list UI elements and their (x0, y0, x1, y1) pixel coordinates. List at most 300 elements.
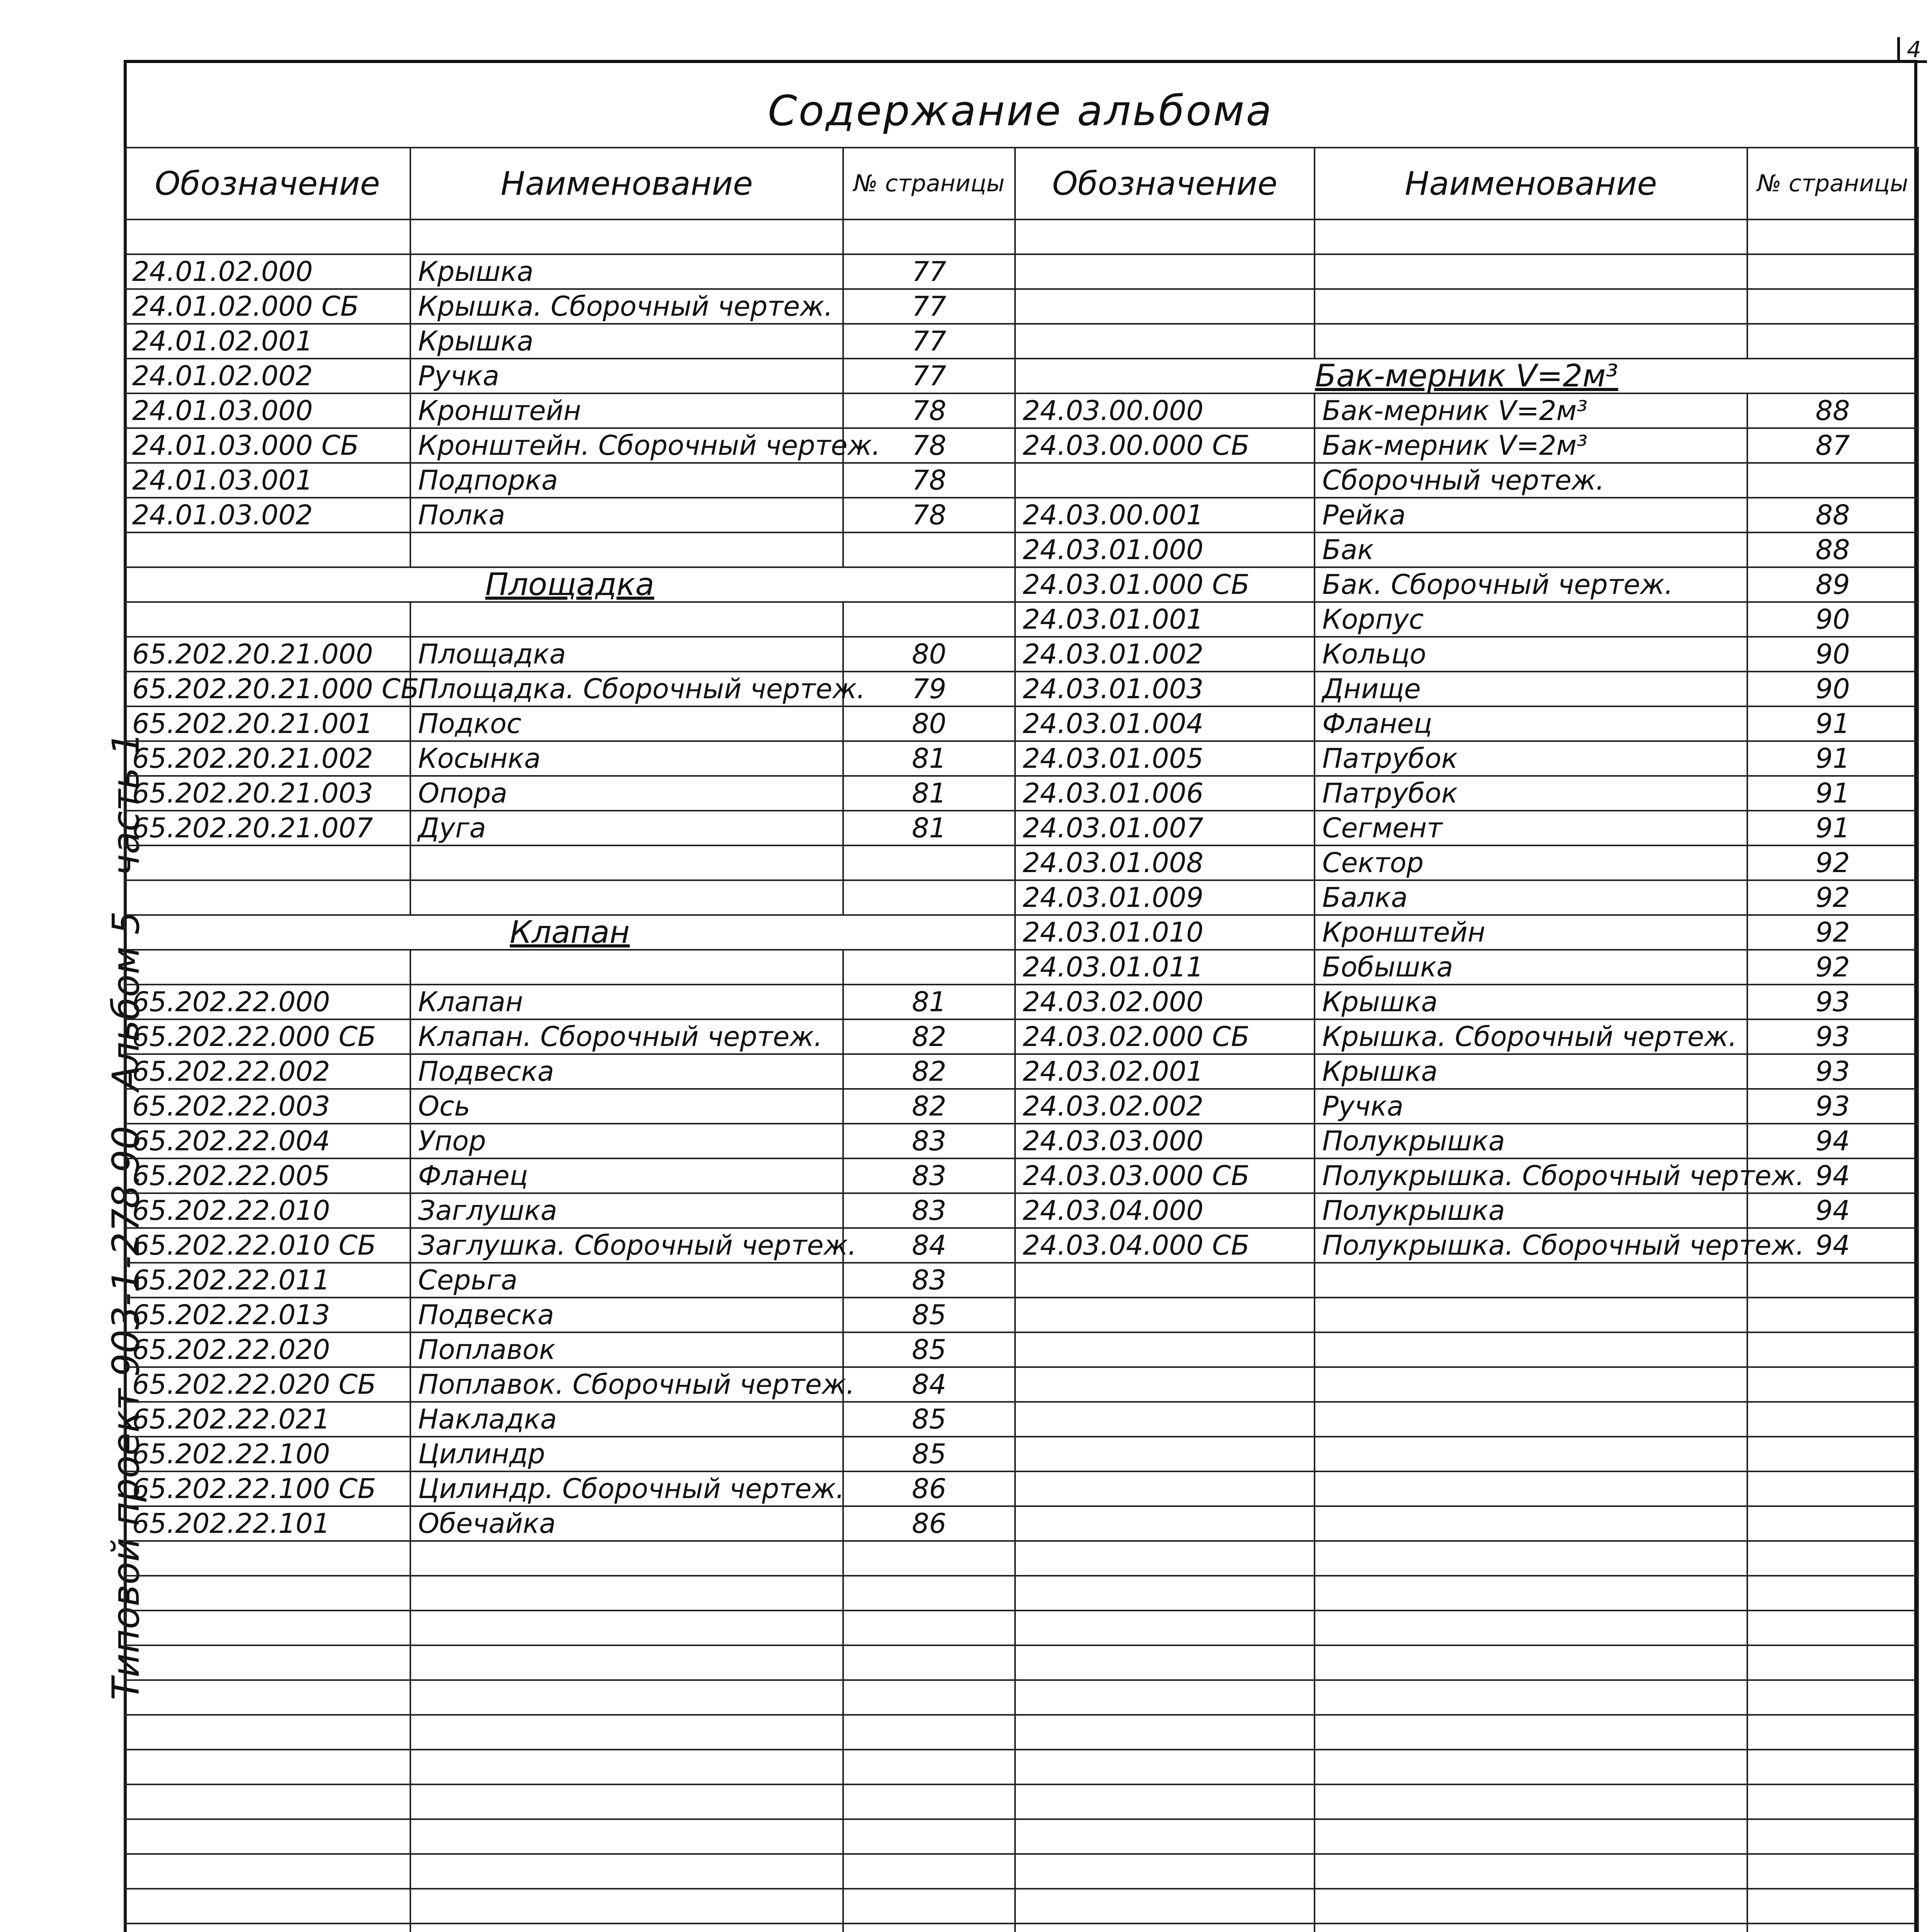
page-cell (843, 1715, 1015, 1750)
name-cell: Рейка (1315, 498, 1747, 532)
header-designation-right: Обозначение (1015, 148, 1315, 219)
table-row (124, 1854, 1918, 1889)
name-cell (1315, 1263, 1747, 1298)
table-row (124, 1019, 1918, 1054)
page-cell: 77 (843, 289, 1015, 324)
contents-body (124, 219, 1918, 1932)
designation-cell (124, 602, 410, 637)
name-cell (410, 1645, 843, 1680)
name-cell: Полка (410, 498, 843, 532)
page-cell: 84 (843, 1367, 1015, 1402)
name-cell (410, 1854, 843, 1889)
page-cell (1747, 1784, 1918, 1819)
name-cell (1315, 219, 1747, 254)
table-row (124, 463, 1918, 498)
name-cell: Полукрышка (1315, 1193, 1747, 1228)
designation-cell (1015, 1541, 1315, 1576)
table-row (124, 1645, 1918, 1680)
designation-cell (124, 880, 410, 915)
page-cell (1747, 1437, 1918, 1471)
designation-cell: 24.03.03.000 СБ (1015, 1158, 1315, 1193)
page-cell (1747, 219, 1918, 254)
page-cell (1747, 1611, 1918, 1645)
page-cell: 78 (843, 498, 1015, 532)
designation-cell (1015, 1263, 1315, 1298)
table-row (124, 359, 1918, 393)
name-cell (1315, 1854, 1747, 1889)
page-cell (1747, 1263, 1918, 1298)
table-row (124, 880, 1918, 915)
designation-cell: 65.202.22.020 СБ (124, 1367, 410, 1402)
designation-cell (1015, 1784, 1315, 1819)
name-cell: Клапан. Сборочный чертеж. (410, 1019, 843, 1054)
designation-cell (124, 950, 410, 985)
page-cell: 77 (843, 359, 1015, 393)
table-row (124, 741, 1918, 776)
designation-cell: 65.202.20.21.002 (124, 741, 410, 776)
name-cell: Сектор (1315, 845, 1747, 880)
name-cell (410, 1819, 843, 1854)
header-designation-left: Обозначение (124, 148, 410, 219)
designation-cell (1015, 1437, 1315, 1471)
page-cell (1747, 324, 1918, 359)
name-cell: Крышка (410, 254, 843, 289)
table-row (124, 1263, 1918, 1298)
table-row (124, 1298, 1918, 1332)
designation-cell: 65.202.20.21.000 (124, 637, 410, 672)
page-cell (843, 1819, 1015, 1854)
designation-cell: 24.01.03.001 (124, 463, 410, 498)
table-row (124, 950, 1918, 985)
page-cell (1747, 1402, 1918, 1437)
table-row (124, 811, 1918, 845)
page-cell (843, 1854, 1015, 1889)
name-cell: Бак-мерник V=2м³ (1315, 393, 1747, 428)
designation-cell: 24.03.01.000 (1015, 532, 1315, 567)
designation-cell: 24.03.01.011 (1015, 950, 1315, 985)
table-row (124, 1541, 1918, 1576)
name-cell (1315, 324, 1747, 359)
designation-cell (124, 1541, 410, 1576)
table-row (124, 1750, 1918, 1784)
page-cell: 77 (843, 254, 1015, 289)
designation-cell: 65.202.22.020 (124, 1332, 410, 1367)
table-row (124, 1367, 1918, 1402)
page-cell (843, 1784, 1015, 1819)
name-cell (1315, 1402, 1747, 1437)
name-cell (410, 602, 843, 637)
designation-cell (124, 1715, 410, 1750)
table-row (124, 1228, 1918, 1263)
page-cell (843, 1611, 1015, 1645)
page-cell (1747, 289, 1918, 324)
name-cell: Сборочный чертеж. (1315, 463, 1747, 498)
designation-cell: 65.202.22.021 (124, 1402, 410, 1437)
page-cell (1747, 1750, 1918, 1784)
name-cell (1315, 1611, 1747, 1645)
table-row (124, 915, 1918, 950)
page-cell: 81 (843, 776, 1015, 811)
side-label-project: Типовой проект 903-1-278.90 (104, 1126, 148, 1700)
name-cell: Клапан (410, 985, 843, 1019)
page-cell (843, 1750, 1015, 1784)
name-cell: Кронштейн. Сборочный чертеж. (410, 428, 843, 463)
name-cell: Крышка. Сборочный чертеж. (410, 289, 843, 324)
page-cell (1747, 1819, 1918, 1854)
name-cell: Полукрышка. Сборочный чертеж. (1315, 1158, 1747, 1193)
page-cell: 94 (1747, 1228, 1918, 1263)
designation-cell: 24.03.01.008 (1015, 845, 1315, 880)
designation-cell (1015, 1680, 1315, 1715)
table-row (124, 428, 1918, 463)
name-cell: Крышка (410, 324, 843, 359)
table-row (124, 845, 1918, 880)
name-cell (1315, 1437, 1747, 1471)
name-cell (410, 1715, 843, 1750)
name-cell (1315, 1784, 1747, 1819)
page-cell: 85 (843, 1298, 1015, 1332)
page-cell (843, 1889, 1015, 1923)
designation-cell: 65.202.20.21.003 (124, 776, 410, 811)
table-row (124, 672, 1918, 706)
page-cell (1747, 254, 1918, 289)
designation-cell (1015, 1889, 1315, 1923)
page-cell: 92 (1747, 915, 1918, 950)
page-cell (843, 602, 1015, 637)
name-cell: Ось (410, 1089, 843, 1124)
designation-cell: 24.01.02.000 (124, 254, 410, 289)
page-cell (1747, 1541, 1918, 1576)
name-cell: Бобышка (1315, 950, 1747, 985)
page-cell: 83 (843, 1158, 1015, 1193)
table-row (124, 1889, 1918, 1923)
table-row (124, 254, 1918, 289)
designation-cell (124, 1819, 410, 1854)
contents-table (124, 147, 1919, 1932)
designation-cell (124, 219, 410, 254)
page-cell (843, 1680, 1015, 1715)
designation-cell: 24.03.00.000 СБ (1015, 428, 1315, 463)
designation-cell: 24.03.02.000 (1015, 985, 1315, 1019)
designation-cell: 24.03.03.000 (1015, 1124, 1315, 1158)
name-cell (1315, 1645, 1747, 1680)
designation-cell: 24.03.00.001 (1015, 498, 1315, 532)
name-cell (410, 1680, 843, 1715)
table-row (124, 1089, 1918, 1124)
table-row (124, 1332, 1918, 1367)
designation-cell (1015, 1645, 1315, 1680)
designation-cell (1015, 1750, 1315, 1784)
name-cell: Подвеска (410, 1298, 843, 1332)
page-cell: 81 (843, 741, 1015, 776)
name-cell: Патрубок (1315, 741, 1747, 776)
name-cell (410, 1611, 843, 1645)
name-cell (410, 1923, 843, 1932)
page-cell: 94 (1747, 1193, 1918, 1228)
designation-cell: 24.03.04.000 (1015, 1193, 1315, 1228)
designation-cell: 65.202.22.004 (124, 1124, 410, 1158)
designation-cell: 24.01.03.000 СБ (124, 428, 410, 463)
page-cell: 93 (1747, 1054, 1918, 1089)
designation-cell: 65.202.22.000 (124, 985, 410, 1019)
table-row (124, 567, 1918, 602)
designation-cell (1015, 219, 1315, 254)
header-name-left: Наименование (410, 148, 843, 219)
designation-cell: 24.03.01.001 (1015, 602, 1315, 637)
designation-cell: 65.202.22.100 (124, 1437, 410, 1471)
name-cell: Крышка (1315, 985, 1747, 1019)
page-cell: 91 (1747, 811, 1918, 845)
designation-cell (124, 1576, 410, 1611)
table-row (124, 1680, 1918, 1715)
table-row (124, 985, 1918, 1019)
page-cell (843, 880, 1015, 915)
table-row (124, 498, 1918, 532)
name-cell: Площадка (410, 637, 843, 672)
name-cell: Днище (1315, 672, 1747, 706)
designation-cell (124, 1854, 410, 1889)
name-cell: Кронштейн (1315, 915, 1747, 950)
table-row (124, 1158, 1918, 1193)
table-row (124, 706, 1918, 741)
name-cell (1315, 1680, 1747, 1715)
name-cell (410, 845, 843, 880)
page-cell: 90 (1747, 602, 1918, 637)
name-cell (1315, 1506, 1747, 1541)
name-cell: Поплавок. Сборочный чертеж. (410, 1367, 843, 1402)
page-cell: 92 (1747, 845, 1918, 880)
designation-cell: 24.01.02.000 СБ (124, 289, 410, 324)
page-cell: 83 (843, 1124, 1015, 1158)
page-cell: 86 (843, 1471, 1015, 1506)
name-cell (1315, 1923, 1747, 1932)
designation-cell: 24.03.02.002 (1015, 1089, 1315, 1124)
name-cell: Ручка (1315, 1089, 1747, 1124)
name-cell: Крышка (1315, 1054, 1747, 1089)
page-cell (1747, 1645, 1918, 1680)
name-cell (410, 1541, 843, 1576)
name-cell: Ручка (410, 359, 843, 393)
designation-cell: 24.03.02.000 СБ (1015, 1019, 1315, 1054)
side-label-album: Альбом 5 (104, 911, 148, 1091)
designation-cell: 24.03.01.004 (1015, 706, 1315, 741)
name-cell: Сегмент (1315, 811, 1747, 845)
designation-cell: 65.202.22.011 (124, 1263, 410, 1298)
name-cell: Кольцо (1315, 637, 1747, 672)
designation-cell: 65.202.22.003 (124, 1089, 410, 1124)
name-cell (1315, 1819, 1747, 1854)
designation-cell (124, 1923, 410, 1932)
table-row (124, 1402, 1918, 1437)
name-cell (1315, 1750, 1747, 1784)
page-cell: 91 (1747, 706, 1918, 741)
designation-cell (1015, 1367, 1315, 1402)
table-row (124, 1471, 1918, 1506)
designation-cell: 24.03.01.009 (1015, 880, 1315, 915)
table-row (124, 776, 1918, 811)
table-row (124, 1715, 1918, 1750)
page-cell: 78 (843, 393, 1015, 428)
page-cell: 87 (1747, 428, 1918, 463)
name-cell (410, 1784, 843, 1819)
table-row (124, 1784, 1918, 1819)
designation-cell (1015, 1471, 1315, 1506)
page-cell: 80 (843, 637, 1015, 672)
table-row (124, 1124, 1918, 1158)
designation-cell: 24.03.01.007 (1015, 811, 1315, 845)
table-row (124, 1819, 1918, 1854)
designation-cell: 24.03.04.000 СБ (1015, 1228, 1315, 1263)
table-row (124, 1506, 1918, 1541)
header-page-right: № страницы (1747, 148, 1918, 219)
designation-cell: 24.03.01.006 (1015, 776, 1315, 811)
name-cell: Полукрышка (1315, 1124, 1747, 1158)
designation-cell (1015, 1506, 1315, 1541)
designation-cell: 65.202.22.005 (124, 1158, 410, 1193)
page-cell: 80 (843, 706, 1015, 741)
name-cell: Опора (410, 776, 843, 811)
designation-cell: 65.202.20.21.000 СБ (124, 672, 410, 706)
page-cell: 85 (843, 1402, 1015, 1437)
page-cell: 84 (843, 1228, 1015, 1263)
table-row (124, 602, 1918, 637)
designation-cell (1015, 463, 1315, 498)
designation-cell: 24.01.03.000 (124, 393, 410, 428)
name-cell (410, 532, 843, 567)
page-cell: 88 (1747, 532, 1918, 567)
name-cell: Цилиндр. Сборочный чертеж. (410, 1471, 843, 1506)
page-cell: 90 (1747, 637, 1918, 672)
page-cell (843, 1923, 1015, 1932)
page-cell (843, 1541, 1015, 1576)
designation-cell: 65.202.22.010 СБ (124, 1228, 410, 1263)
page-cell: 90 (1747, 672, 1918, 706)
designation-cell: 65.202.22.100 СБ (124, 1471, 410, 1506)
designation-cell: 65.202.22.000 СБ (124, 1019, 410, 1054)
name-cell: Бак. Сборочный чертеж. (1315, 567, 1747, 602)
designation-cell (1015, 1576, 1315, 1611)
table-row (124, 532, 1918, 567)
name-cell (1315, 1889, 1747, 1923)
table-row (124, 289, 1918, 324)
designation-cell: 24.03.01.000 СБ (1015, 567, 1315, 602)
name-cell (1315, 289, 1747, 324)
designation-cell (1015, 1923, 1315, 1932)
name-cell (410, 880, 843, 915)
page-cell (843, 950, 1015, 985)
name-cell (1315, 1541, 1747, 1576)
designation-cell: 65.202.20.21.001 (124, 706, 410, 741)
designation-cell (1015, 1332, 1315, 1367)
page-cell: 88 (1747, 393, 1918, 428)
page-cell (1747, 1332, 1918, 1367)
name-cell: Полукрышка. Сборочный чертеж. (1315, 1228, 1747, 1263)
name-cell: Корпус (1315, 602, 1747, 637)
page-cell (1747, 1506, 1918, 1541)
designation-cell (124, 1680, 410, 1715)
name-cell: Дуга (410, 811, 843, 845)
section-heading: Площадка (124, 567, 1015, 602)
designation-cell: 24.03.00.000 (1015, 393, 1315, 428)
name-cell (410, 1750, 843, 1784)
designation-cell (1015, 1402, 1315, 1437)
page-title: Содержание альбома (768, 87, 1273, 135)
name-cell: Подпорка (410, 463, 843, 498)
designation-cell: 24.03.01.002 (1015, 637, 1315, 672)
name-cell: Фланец (1315, 706, 1747, 741)
table-row (124, 1437, 1918, 1471)
page-cell (1747, 463, 1918, 498)
name-cell: Площадка. Сборочный чертеж. (410, 672, 843, 706)
name-cell: Накладка (410, 1402, 843, 1437)
name-cell: Обечайка (410, 1506, 843, 1541)
page-cell: 82 (843, 1089, 1015, 1124)
designation-cell (1015, 1854, 1315, 1889)
table-row (124, 1054, 1918, 1089)
page-cell (1747, 1367, 1918, 1402)
name-cell: Цилиндр (410, 1437, 843, 1471)
name-cell (1315, 1576, 1747, 1611)
table-row (124, 393, 1918, 428)
page-cell (1747, 1889, 1918, 1923)
designation-cell (124, 532, 410, 567)
designation-cell (124, 1611, 410, 1645)
page-cell: 92 (1747, 880, 1918, 915)
designation-cell: 24.01.02.001 (124, 324, 410, 359)
page-cell (1747, 1576, 1918, 1611)
section-heading: Клапан (124, 915, 1015, 950)
page-cell (843, 845, 1015, 880)
designation-cell: 65.202.22.101 (124, 1506, 410, 1541)
designation-cell (1015, 289, 1315, 324)
page-cell: 78 (843, 463, 1015, 498)
name-cell: Бак-мерник V=2м³ (1315, 428, 1747, 463)
name-cell: Косынка (410, 741, 843, 776)
designation-cell: 65.202.20.21.007 (124, 811, 410, 845)
sheet-number: 4 (1907, 36, 1921, 63)
table-row (124, 1923, 1918, 1932)
page-cell: 83 (843, 1263, 1015, 1298)
designation-cell: 65.202.22.013 (124, 1298, 410, 1332)
page-cell: 81 (843, 985, 1015, 1019)
page-cell (843, 532, 1015, 567)
name-cell: Заглушка (410, 1193, 843, 1228)
page-cell: 91 (1747, 776, 1918, 811)
name-cell (1315, 1367, 1747, 1402)
designation-cell: 65.202.22.010 (124, 1193, 410, 1228)
table-row (124, 1193, 1918, 1228)
page-cell (843, 1645, 1015, 1680)
table-row (124, 1576, 1918, 1611)
header-name-right: Наименование (1315, 148, 1747, 219)
name-cell (410, 219, 843, 254)
page-cell (1747, 1298, 1918, 1332)
header-row (124, 148, 1918, 219)
page-cell: 85 (843, 1332, 1015, 1367)
page-cell: 78 (843, 428, 1015, 463)
name-cell (1315, 1332, 1747, 1367)
name-cell: Патрубок (1315, 776, 1747, 811)
name-cell: Подвеска (410, 1054, 843, 1089)
page-cell: 82 (843, 1019, 1015, 1054)
page-cell: 85 (843, 1437, 1015, 1471)
name-cell: Балка (1315, 880, 1747, 915)
designation-cell (1015, 1611, 1315, 1645)
name-cell (1315, 254, 1747, 289)
name-cell: Упор (410, 1124, 843, 1158)
designation-cell (124, 1645, 410, 1680)
designation-cell: 24.03.01.010 (1015, 915, 1315, 950)
